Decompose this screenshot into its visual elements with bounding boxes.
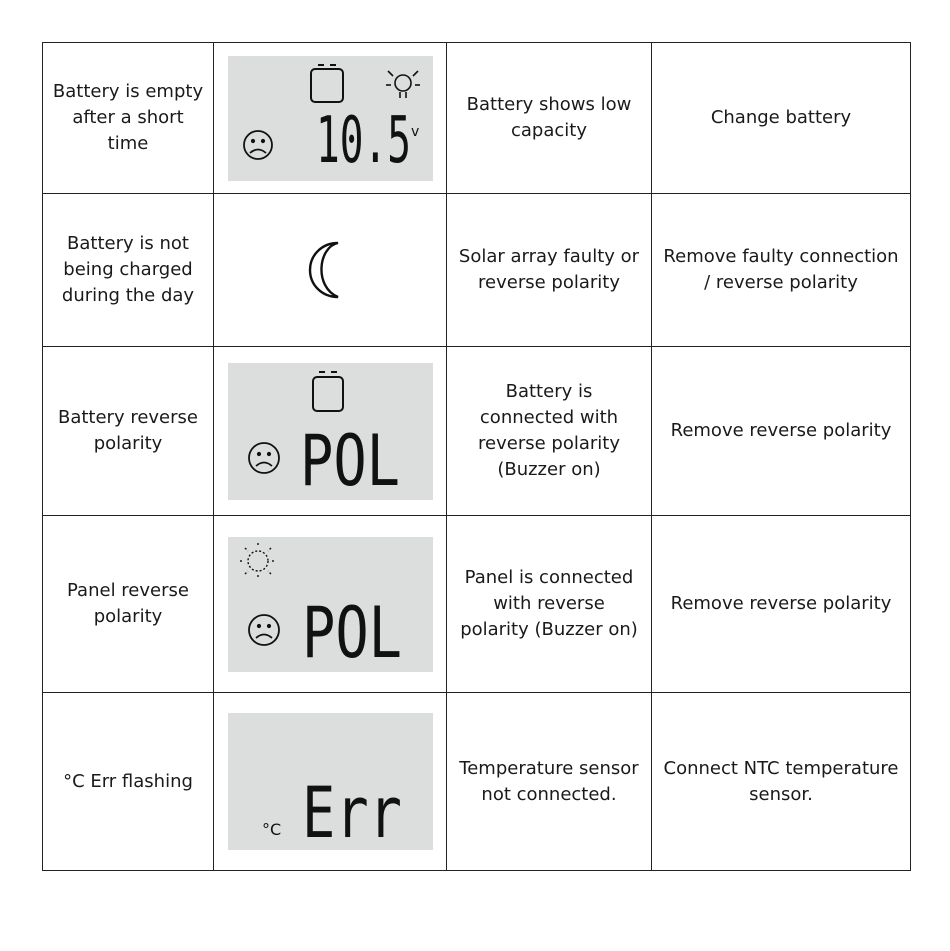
lcd-reading: 10.5 bbox=[315, 103, 411, 178]
cause-text: Battery is connected with reverse polarity (Buzzer on) bbox=[478, 381, 620, 480]
fault-cell bbox=[43, 43, 214, 194]
lcd-display bbox=[228, 537, 433, 672]
lcd-reading: Err bbox=[301, 772, 402, 850]
cause-cell bbox=[447, 43, 652, 194]
remedy-cell bbox=[652, 516, 911, 693]
fault-cell bbox=[43, 516, 214, 693]
remedy-text: Change battery bbox=[710, 107, 852, 128]
table-row bbox=[43, 516, 911, 693]
remedy-text: Connect NTC temperature sensor. bbox=[663, 757, 899, 805]
cause-text: Temperature sensor not connected. bbox=[459, 757, 639, 805]
remedy-cell bbox=[652, 693, 911, 871]
fault-cell bbox=[43, 347, 214, 516]
remedy-cell bbox=[652, 347, 911, 516]
fault-cell bbox=[43, 194, 214, 347]
remedy-cell bbox=[652, 194, 911, 347]
lcd-unit: °C bbox=[261, 820, 281, 839]
display-cell bbox=[214, 693, 447, 871]
fault-text: Panel reverse polarity bbox=[67, 580, 189, 627]
lcd-reading: POL bbox=[299, 419, 400, 500]
cause-text: Battery shows low capacity bbox=[466, 94, 632, 141]
troubleshooting-table bbox=[42, 42, 911, 871]
display-cell bbox=[214, 194, 447, 347]
cause-cell bbox=[447, 516, 652, 693]
table-row bbox=[43, 43, 911, 194]
lcd-display bbox=[228, 363, 433, 500]
cause-text: Solar array faulty or reverse polarity bbox=[458, 246, 640, 293]
fault-text: Battery is not being charged during the day bbox=[61, 233, 195, 306]
lcd-reading: POL bbox=[301, 591, 402, 672]
remedy-cell bbox=[652, 43, 911, 194]
table-row bbox=[43, 194, 911, 347]
fault-text: °C Err flashing bbox=[63, 770, 193, 792]
lcd-unit: v bbox=[410, 123, 419, 140]
fault-text: Battery reverse polarity bbox=[57, 407, 198, 454]
remedy-text: Remove faulty connection / reverse polarity bbox=[663, 246, 899, 293]
display-cell bbox=[214, 516, 447, 693]
table-row bbox=[43, 693, 911, 871]
display-cell bbox=[214, 43, 447, 194]
cause-cell bbox=[447, 693, 652, 871]
fault-cell bbox=[43, 693, 214, 871]
cause-cell bbox=[447, 347, 652, 516]
lcd-display bbox=[228, 713, 433, 850]
cause-text: Panel is connected with reverse polarity (Buzzer on) bbox=[460, 567, 638, 640]
moon-icon bbox=[300, 235, 360, 305]
display-cell bbox=[214, 347, 447, 516]
lcd-display bbox=[228, 56, 433, 181]
cause-cell bbox=[447, 194, 652, 347]
table-row bbox=[43, 347, 911, 516]
remedy-text: Remove reverse polarity bbox=[670, 420, 892, 441]
remedy-text: Remove reverse polarity bbox=[670, 593, 892, 614]
fault-text: Battery is empty after a short time bbox=[52, 81, 204, 154]
